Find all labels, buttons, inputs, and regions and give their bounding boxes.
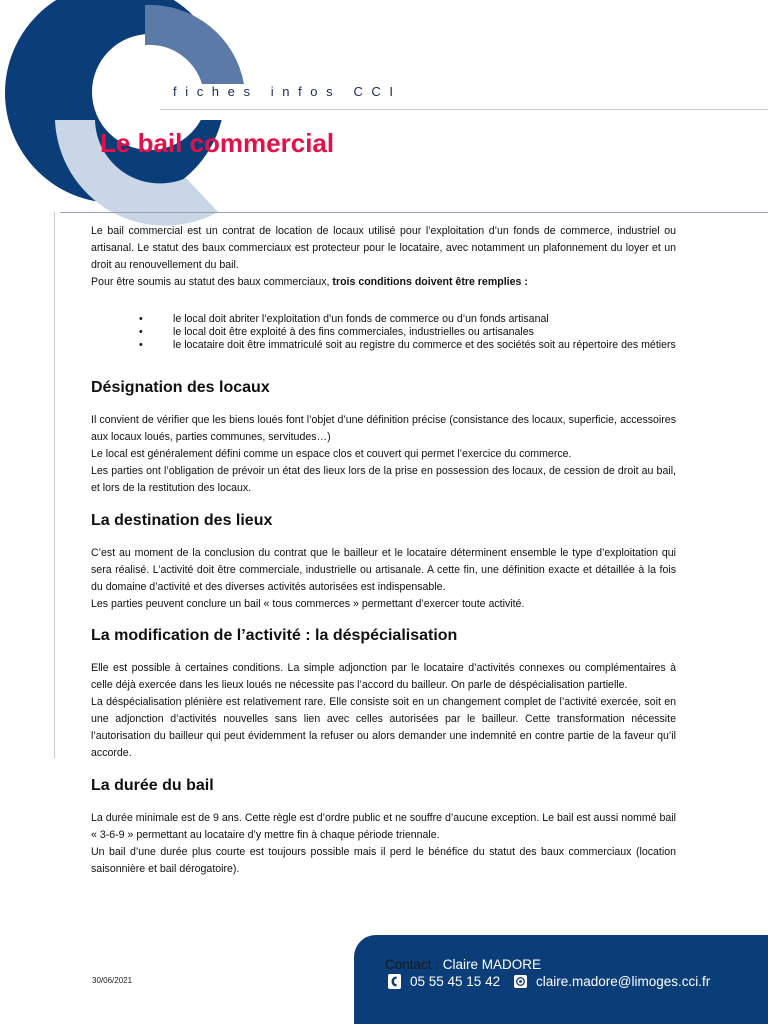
section-paragraph: Le local est généralement défini comme un espace clos et couvert qui permet l’exercice du commerce. [91,448,572,460]
section-paragraph: Les parties ont l’obligation de prévoir un état des lieux lors de la prise en possession des locaux, de cession de droit au bail, et lors de la restitution des locaux. [91,465,676,494]
section-heading: La destination des lieux [91,512,273,529]
document-body [91,223,676,878]
conditions-list [91,313,676,352]
email-icon [514,974,527,989]
section-paragraph: Un bail d’une durée plus courte est toujours possible mais il perd le bénéfice du statut des baux commerciaux (location saisonnière et bail dérogatoire). [91,846,676,875]
document-date: 30/06/2021 [92,976,133,985]
phone-icon [388,974,401,989]
section-paragraph: C’est au moment de la conclusion du contrat que le bailleur et le locataire déterminent ensemble le type d’exploitation qui sera réalisé. L’activité doit être commerciale, industrielle ou artisanale. A cette fin, une définition exacte et détaillée à la fois du domaine d’activité et des diverses activités autorisées est indispensable. [91,547,676,593]
phone-number: 05 55 45 15 42 [410,974,501,989]
list-item: • le local doit être exploité à des fins commerciales, industrielles ou artisanales [173,326,676,339]
email-link[interactable]: claire.madore@limoges.cci.fr [536,974,711,989]
cci-logo [0,0,250,230]
section-paragraph: La durée minimale est de 9 ans. Cette règle est d’ordre public et ne souffre d’aucune exception. Le bail est aussi nommé bail « 3-6-9 » permettant au locataire d’y mettre fin à chaque période triennale. [91,812,676,841]
list-item: • le local doit abriter l’exploitation d’un fonds de commerce ou d’un fonds artisanal [173,313,676,326]
side-rule [54,212,55,758]
section-paragraph: La déspécialisation plénière est relativement rare. Elle consiste soit en un changement complet de l’activité exercée, soit en une adjonction d’activités nouvelles sans lien avec celles autorisées par le bailleur. Cette transformation nécessite l’autorisation du bailleur qui peut évidemment la refuser ou alors demander une indemnité en contre partie de la faveur qu’il accorde. [91,696,676,759]
contact-label: Contact : [385,957,443,972]
tagline: fiches infos CCI [173,84,402,99]
intro-paragraph: Le bail commercial est un contrat de location de locaux utilisé pour l’exploitation d’un fonds de commerce, industriel ou artisanal. Le statut des baux commerciaux est protecteur pour le locataire, avec notamment un plafonnement du loyer et un droit au renouvellement du bail. [91,225,676,271]
list-item: • le locataire doit être immatriculé soit au registre du commerce et des sociétés soit au répertoire des métiers [173,339,676,352]
section-paragraph: Les parties peuvent conclure un bail « tous commerces » permettant d’exercer toute activité. [91,598,525,610]
intro-conditions [91,274,676,291]
section-paragraph: Il convient de vérifier que les biens loués font l’objet d’une définition précise (consistance des locaux, superficie, accessoires aux locaux loués, parties communes, servitudes…) [91,414,676,443]
contact-box [354,935,768,1024]
phone-row [388,974,500,989]
section-heading: Désignation des locaux [91,379,270,396]
header-rule [160,109,768,110]
section-heading: La durée du bail [91,777,214,794]
contact-name: Claire MADORE [442,957,542,972]
intro-conditions-lead: Pour être soumis au statut des baux commerciaux, [91,276,333,288]
title-rule [60,212,768,213]
contact-line [385,957,541,972]
page-title: Le bail commercial [100,128,335,158]
email-row[interactable] [514,974,710,989]
section-paragraph: Elle est possible à certaines conditions. La simple adjonction par le locataire d’activités connexes ou complémentaires à celle déjà exercée dans les lieux loués ne nécessite pas l’accord du bailleur. On parle de déspécialisation partielle. [91,662,676,691]
intro-conditions-bold: trois conditions doivent être remplies : [332,276,528,288]
section-heading: La modification de l’activité : la déspécialisation [91,627,458,644]
